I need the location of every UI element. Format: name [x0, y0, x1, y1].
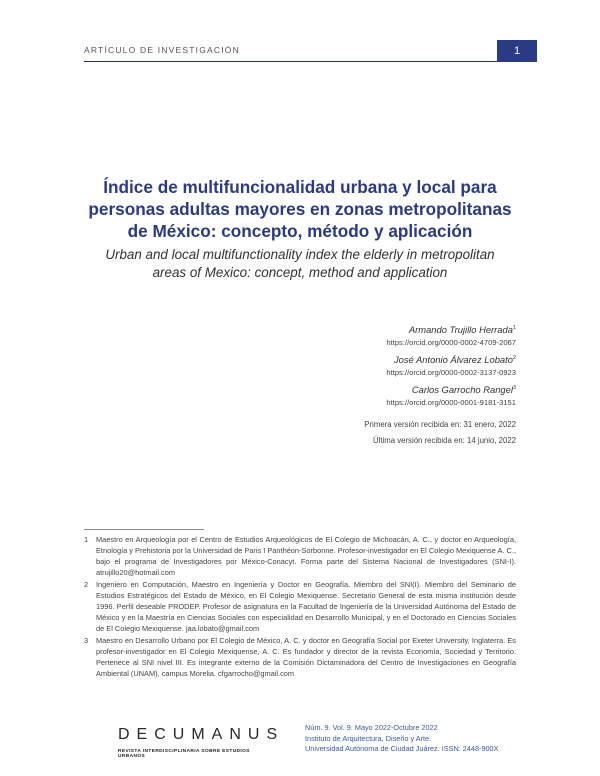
author-name: José Antonio Álvarez Lobato$^2$: [393, 354, 516, 366]
subtitle-line: Urban and local multifunctionality index the elderly in metropolitan: [105, 247, 495, 262]
orcid-link[interactable]: https://orcid.org/0000-0001-9181-3151: [386, 398, 516, 408]
footnote-number: 1: [84, 535, 89, 544]
title-line: de México: concepto, método y aplicación: [127, 221, 473, 241]
orcid-link[interactable]: https://orcid.org/0000-0002-4709-2067: [386, 338, 516, 348]
logo-wordmark: DECUMANUS: [118, 726, 285, 743]
author-name: Armando Trujillo Herrada$^1$: [408, 324, 516, 336]
last-version-date: Última versión recibida en: 14 junio, 2022: [372, 436, 516, 445]
header-rule: [84, 61, 497, 62]
author-list: [216, 322, 516, 412]
first-version-date: Primera versión recibida en: 31 enero, 2022: [364, 420, 516, 429]
footnote: [84, 635, 516, 679]
article-subtitle: [70, 246, 530, 282]
university-info: Universidad Autónoma de Ciudad Juárez. ISSN: 2448-900X: [305, 744, 499, 753]
footnote: [84, 534, 516, 578]
journal-info: [305, 723, 535, 755]
page-number: 1: [497, 40, 537, 62]
author-name: Carlos Garrocho Rangel$^3$: [411, 384, 516, 396]
logo-tagline: REVISTA INTERDISCIPLINARIA SOBRE ESTUDIOS URBANOS: [118, 749, 250, 759]
footnote-number: 2: [84, 580, 89, 589]
subtitle-line: areas of Mexico: concept, method and application: [152, 265, 448, 280]
title-line: Índice de multifuncionalidad urbana y local para: [103, 177, 497, 197]
journal-logo: [118, 726, 285, 759]
footnote-text: Ingeniero en Computación, Maestro en Ingeniería y Doctor en Geografía. Miembro del SNI(I). Miembro del Seminario de Estudios Estratégicos del Estado de México, en El Colegio Mexiquense. Secretario General de esta misma institución desde 1996. Perfil deseable PRODEP. Profesor de asignatura en la Facultad de Ingeniería de la Universidad Autónoma del Estado de México y en la Maestría en Ciencias Sociales con especialidad en Desarrollo Municipal, y en el Doctorado en Ciencias Sociales de El Colegio Mexiquense. jaa.lobato@gmail.com: [96, 580, 516, 633]
footnote-text: Maestro en Arqueología por el Centro de Estudios Arqueológicos de El Colegio de Michoacán, A. C., y doctor en Arqueología, Etnología y Prehistoria por la Universidad de Paris I Panthéon-Sorbonne. Profesor-investigador en El Colegio Mexiquense A. C., bajo el programa de Investigadores por México-Conacyt. Forma parte del Sistema Nacional de Investigadores (SNI-I). atrujillo20@hotmail.com: [96, 535, 516, 577]
footnotes: [84, 534, 516, 680]
orcid-link[interactable]: https://orcid.org/0000-0002-3137-0923: [386, 368, 516, 378]
footnote: [84, 579, 516, 634]
section-label: ARTÍCULO DE INVESTIGACIÓN: [84, 45, 240, 55]
footnote-text: Maestro en Desarrollo Urbano por El Colegio de México, A. C. y doctor en Geografía Social por Exeter University, Inglaterra. Es profesor-investigador en El Colegio Mexiquense, A. C. Es fundador y director de la revista Economía, Sociedad y Territorio. Pertenece al SNI nivel III. Es integrante externo de la Comisión Dictaminadora del Centro de Investigaciones en Geografía Ambiental (UNAM), campus Morelia. cfgarrocho@gmail.com: [96, 636, 516, 678]
title-line: personas adultas mayores en zonas metropolitanas: [88, 199, 512, 219]
received-dates: [216, 417, 516, 449]
institute-info: Instituto de Arquitectura, Diseño y Arte.: [305, 733, 432, 743]
footnote-number: 3: [84, 636, 89, 645]
footnote-rule: [84, 529, 204, 530]
article-title: [60, 176, 540, 242]
issue-info: Núm. 9. Vol. 9. Mayo 2022-Octubre 2022: [305, 723, 438, 732]
